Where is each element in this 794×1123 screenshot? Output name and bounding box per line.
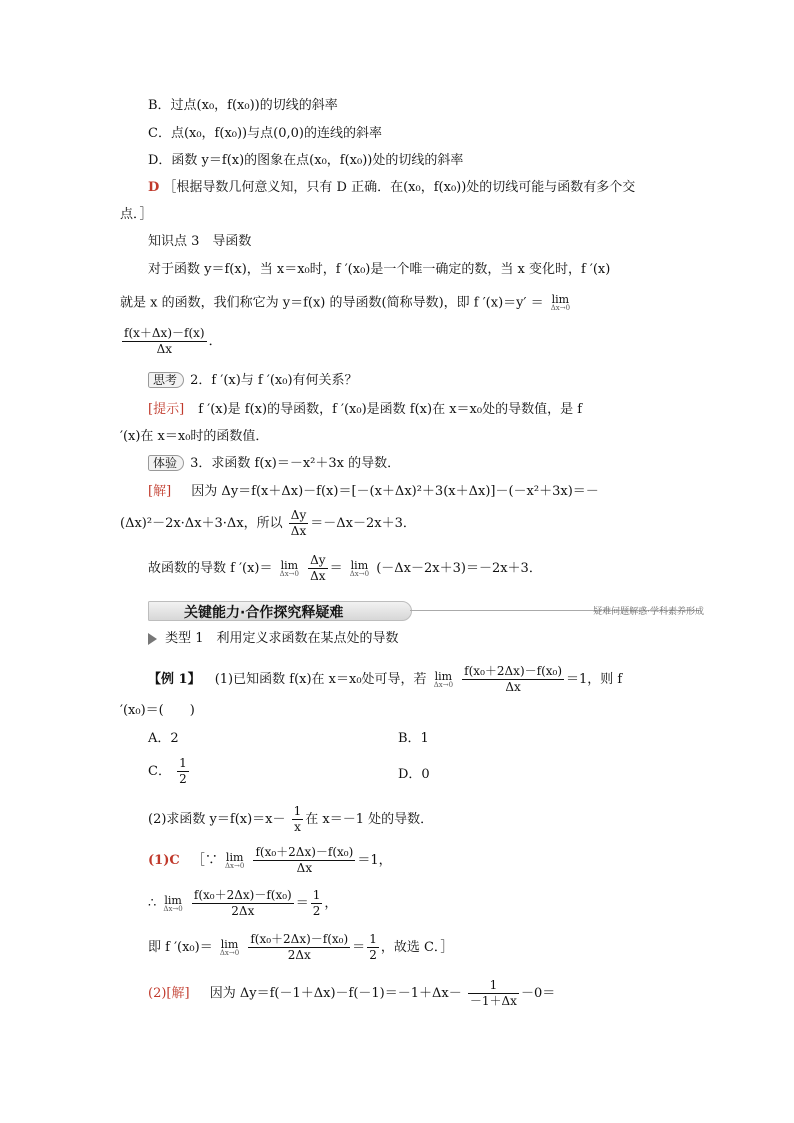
hint-line2: ′(x)在 x＝x₀时的函数值．	[120, 429, 269, 444]
solution-line3: 故函数的导数 f ′(x)＝ lim Δx→0 $\frac{\Delta y}{\Delta x}$ ＝ lim Δx→0 (－Δx－2x＋3)＝－2x＋3．	[148, 553, 542, 583]
type-1-heading: 类型 1 利用定义求函数在某点处的导数	[148, 631, 399, 647]
section-header	[148, 598, 708, 620]
think-question: 思考 2．f ′(x)与 f ′(x₀)有何关系？	[148, 372, 358, 389]
section-subtitle: 疑难问题解惑·学科素养形成	[593, 607, 704, 617]
answer-1c-line1: (1)C ［∵ lim Δx→0 $\frac{\text{f(x₀＋2Δx)－f(x₀)}}{\Delta x}$ ＝1，	[148, 845, 392, 875]
derivative-definition-line2	[120, 294, 573, 312]
answer-1	[148, 180, 635, 196]
solution-2-tag: (2)[解]	[148, 986, 190, 1001]
hint-tag: [提示]	[148, 402, 185, 417]
section-title: 关键能力·合作探究释疑难	[184, 605, 344, 621]
answer-letter: D	[148, 180, 160, 195]
experience-question: 体验 3．求函数 f(x)＝－x²＋3x 的导数．	[148, 455, 400, 472]
option-b: B．过点(x₀，f(x₀))的切线的斜率	[148, 98, 338, 113]
solution-2-line1: (2)[解] 因为 Δy＝f(－1＋Δx)－f(－1)＝－1＋Δx－ $\frac{1}{-1+\Delta x}$ －0＝	[148, 978, 556, 1008]
answer-explanation-cont: 点．］	[120, 207, 153, 222]
hint-line1: [提示] f ′(x)是 f(x)的导函数，f ′(x₀)是函数 f(x)在 x＝x₀处的导数值，是 f	[148, 402, 583, 417]
question-2: (2)求函数 y＝f(x)＝x－ $\frac{1}{x}$ 在 x＝－1 处的导数．	[148, 804, 434, 834]
derivative-definition-line1: 对于函数 y＝f(x)，当 x＝x₀时，f ′(x₀)是一个唯一确定的数，当 x 变化时，f ′(x)	[148, 262, 611, 277]
example-1-line1: 【例 1】 (1)已知函数 f(x)在 x＝x₀处可导，若 lim Δx→0 $\frac{\text{f(x₀＋2Δx)－f(x₀)}}{\Delta x}$ ＝1，则 f	[148, 664, 623, 694]
answer-1c: (1)C	[148, 853, 180, 868]
knowledge-point-3-title: 知识点 3 导函数	[148, 234, 252, 249]
answer-explanation: ［根据导数几何意义知，只有 D 正确．在(x₀，f(x₀))处的切线可能与函数有多个交	[163, 180, 636, 195]
experience-tag: 体验	[148, 455, 184, 471]
example-tag: 【例 1】	[148, 672, 201, 687]
choice-d: D．0	[398, 767, 430, 782]
answer-1c-line2: ∴ lim Δx→0 $\frac{\text{f(x₀＋2Δx)－f(x₀)}}{2\Delta x}$ ＝ $\frac{1}{2}$ ，	[148, 888, 338, 918]
definition-fraction: $\frac{f(x+\Delta x)-f(x)}{\Delta x}$ ．	[124, 326, 222, 356]
solution-line1: [解] 因为 Δy＝f(x＋Δx)－f(x)＝[－(x＋Δx)²＋3(x＋Δx)]－(－x²＋3x)＝－	[148, 484, 599, 499]
difference-quotient: $\frac{f(x+\Delta x)-f(x)}{\Delta x}$	[124, 326, 205, 356]
solution-line2: (Δx)²－2x·Δx＋3·Δx，所以 $\frac{\Delta y}{\Delta x}$ ＝－Δx－2x＋3．	[120, 508, 416, 538]
option-c: C．点(x₀，f(x₀))与点(0,0)的连线的斜率	[148, 126, 382, 141]
triangle-icon	[148, 633, 157, 645]
choice-b: B．1	[398, 731, 429, 746]
choice-a: A．2	[148, 731, 179, 746]
choice-c: C． $\frac{1}{2}$	[148, 756, 187, 786]
example-1-line2: ′(x₀)＝( )	[120, 703, 195, 718]
think-tag: 思考	[148, 372, 184, 388]
definition-text: 就是 x 的函数，我们称它为 y＝f(x) 的导函数(简称导数)，即 f ′(x)＝y′ ＝	[120, 295, 544, 311]
answer-1c-line3: 即 f ′(x₀)＝ lim Δx→0 $\frac{\text{f(x₀＋2Δx)－f(x₀)}}{2\Delta x}$ ＝ $\frac{1}{2}$ ，故选 C．］	[148, 932, 454, 962]
option-d: D．函数 y＝f(x)的图象在点(x₀，f(x₀))处的切线的斜率	[148, 153, 464, 168]
solution-tag: [解]	[148, 484, 172, 499]
limit-symbol: lim Δx→0	[550, 293, 571, 312]
